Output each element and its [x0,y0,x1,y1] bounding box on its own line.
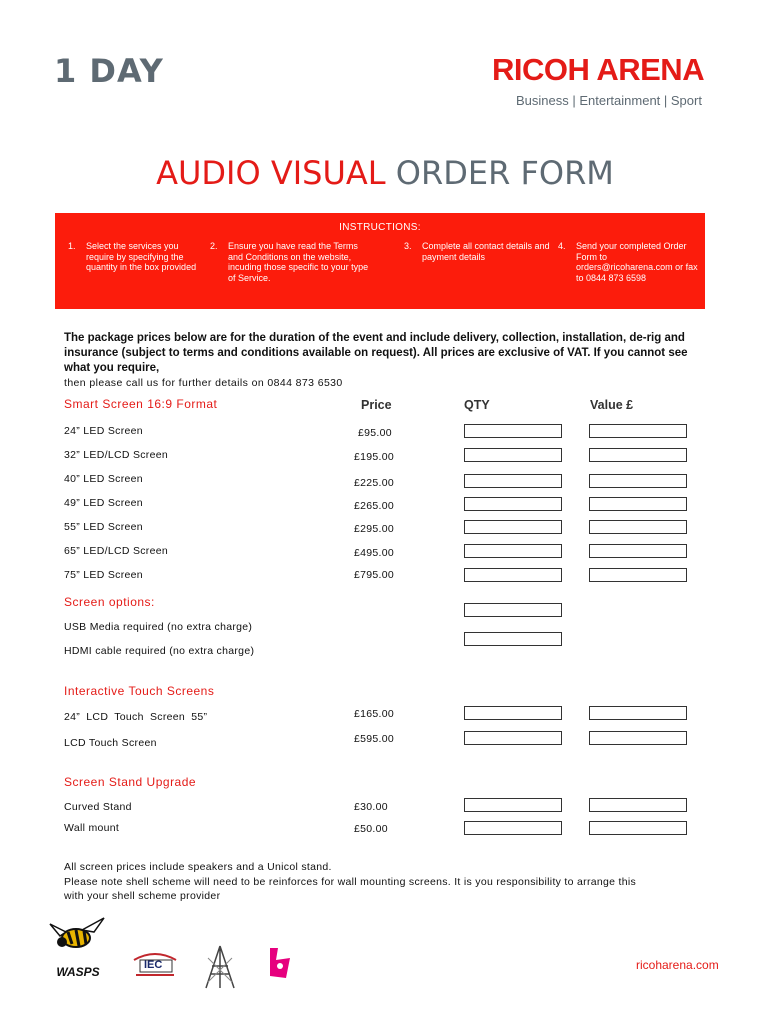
item-label: 55” LED Screen [64,521,143,533]
item-price: £50.00 [354,823,388,835]
intro-contact-text: then please call us for further details on 0844 873 6530 [64,377,343,389]
item-price: £30.00 [354,801,388,813]
footer-line: All screen prices include speakers and a Unicol stand. [64,861,332,873]
qty-input[interactable] [464,821,562,835]
item-label: 24” LCD Touch Screen 55” [64,711,208,723]
instruction-item [210,241,370,283]
instruction-item [68,241,200,273]
item-label: LCD Touch Screen [64,737,157,749]
value-input[interactable] [589,424,687,438]
qty-input[interactable] [464,706,562,720]
item-price: £595.00 [354,733,395,745]
value-input[interactable] [589,520,687,534]
item-price: £265.00 [354,500,395,512]
qty-input[interactable] [464,474,562,488]
london-2012-logo [266,946,294,980]
section-heading-stand-upgrade: Screen Stand Upgrade [64,775,197,789]
qty-input[interactable] [464,568,562,582]
hdmi-cable-input[interactable] [464,632,562,646]
item-label: 24” LED Screen [64,425,143,437]
item-label: 32” LED/LCD Screen [64,449,169,461]
item-price: £95.00 [358,427,392,439]
item-price: £195.00 [354,451,395,463]
value-input[interactable] [589,731,687,745]
value-input[interactable] [589,568,687,582]
item-price: £225.00 [354,477,395,489]
item-label: Wall mount [64,822,120,834]
wasps-logo [46,916,110,980]
instruction-number: 1. [68,241,76,251]
instruction-number: 4. [558,241,566,251]
intro-paragraph [64,331,714,391]
item-label: 75” LED Screen [64,569,143,581]
instruction-number: 2. [210,241,218,251]
intro-bold-text: The package prices below are for the duration of the event and include delivery, collection, installation, de-rig and insurance (subject to terms and conditions available on request). All prices are exclusive of VAT. If you cannot see what you require, [64,332,688,374]
title-grey-part: ORDER FORM [395,154,614,192]
title-red-part: AUDIO VISUAL [156,154,386,192]
value-input[interactable] [589,474,687,488]
footer-notes [64,860,636,904]
instructions-panel [55,213,705,309]
section-heading-touch-screens: Interactive Touch Screens [64,684,215,698]
section-heading-smart-screen: Smart Screen 16:9 Format [64,397,218,411]
option-label-hdmi: HDMI cable required (no extra charge) [64,645,255,657]
value-input[interactable] [589,497,687,511]
item-label: 49” LED Screen [64,497,143,509]
instruction-text: Complete all contact details and payment details [422,241,550,262]
column-header-qty: QTY [464,398,490,412]
value-input[interactable] [589,448,687,462]
section-heading-screen-options: Screen options: [64,595,155,609]
value-input[interactable] [589,706,687,720]
day-title: 1 DAY [54,52,164,90]
item-label: 40” LED Screen [64,473,143,485]
instructions-heading: INSTRUCTIONS: [339,222,421,233]
instruction-item [558,241,698,283]
sculpture-logo [198,942,242,990]
item-price: £795.00 [354,569,395,581]
item-price: £165.00 [354,708,395,720]
logo-tagline: Business | Entertainment | Sport [516,93,702,108]
column-header-value: Value £ [590,398,634,412]
instruction-text: Send your completed Order Form to orders@ricoharena.com or fax to 0844 873 6598 [576,241,698,283]
qty-input[interactable] [464,448,562,462]
page-title [0,154,770,192]
value-input[interactable] [589,544,687,558]
usb-media-input[interactable] [464,603,562,617]
qty-input[interactable] [464,497,562,511]
qty-input[interactable] [464,798,562,812]
instruction-number: 3. [404,241,412,251]
ricoh-arena-logo: RICOH ARENA [492,52,705,87]
column-header-price: Price [361,398,392,412]
qty-input[interactable] [464,731,562,745]
qty-input[interactable] [464,424,562,438]
value-input[interactable] [589,798,687,812]
item-price: £295.00 [354,523,395,535]
item-price: £495.00 [354,547,395,559]
instruction-text: Select the services you require by specifying the quantity in the box provided [86,241,197,272]
iec-logo [130,950,180,980]
instruction-text: Ensure you have read the Terms and Conditions on the website, incuding those specific to your type of Service. [228,241,369,283]
item-label: Curved Stand [64,801,132,813]
option-label-usb: USB Media required (no extra charge) [64,621,253,633]
website-url[interactable]: ricoharena.com [636,958,719,972]
item-label: 65” LED/LCD Screen [64,545,169,557]
wasps-logo-text: WASPS [56,965,100,979]
qty-input[interactable] [464,544,562,558]
footer-line: with your shell scheme provider [64,890,221,902]
iec-logo-text: IEC [144,959,163,971]
qty-input[interactable] [464,520,562,534]
value-input[interactable] [589,821,687,835]
footer-line: Please note shell scheme will need to be reinforces for wall mounting screens. It is you responsibility to arrange this [64,875,637,888]
instruction-item [404,241,554,262]
